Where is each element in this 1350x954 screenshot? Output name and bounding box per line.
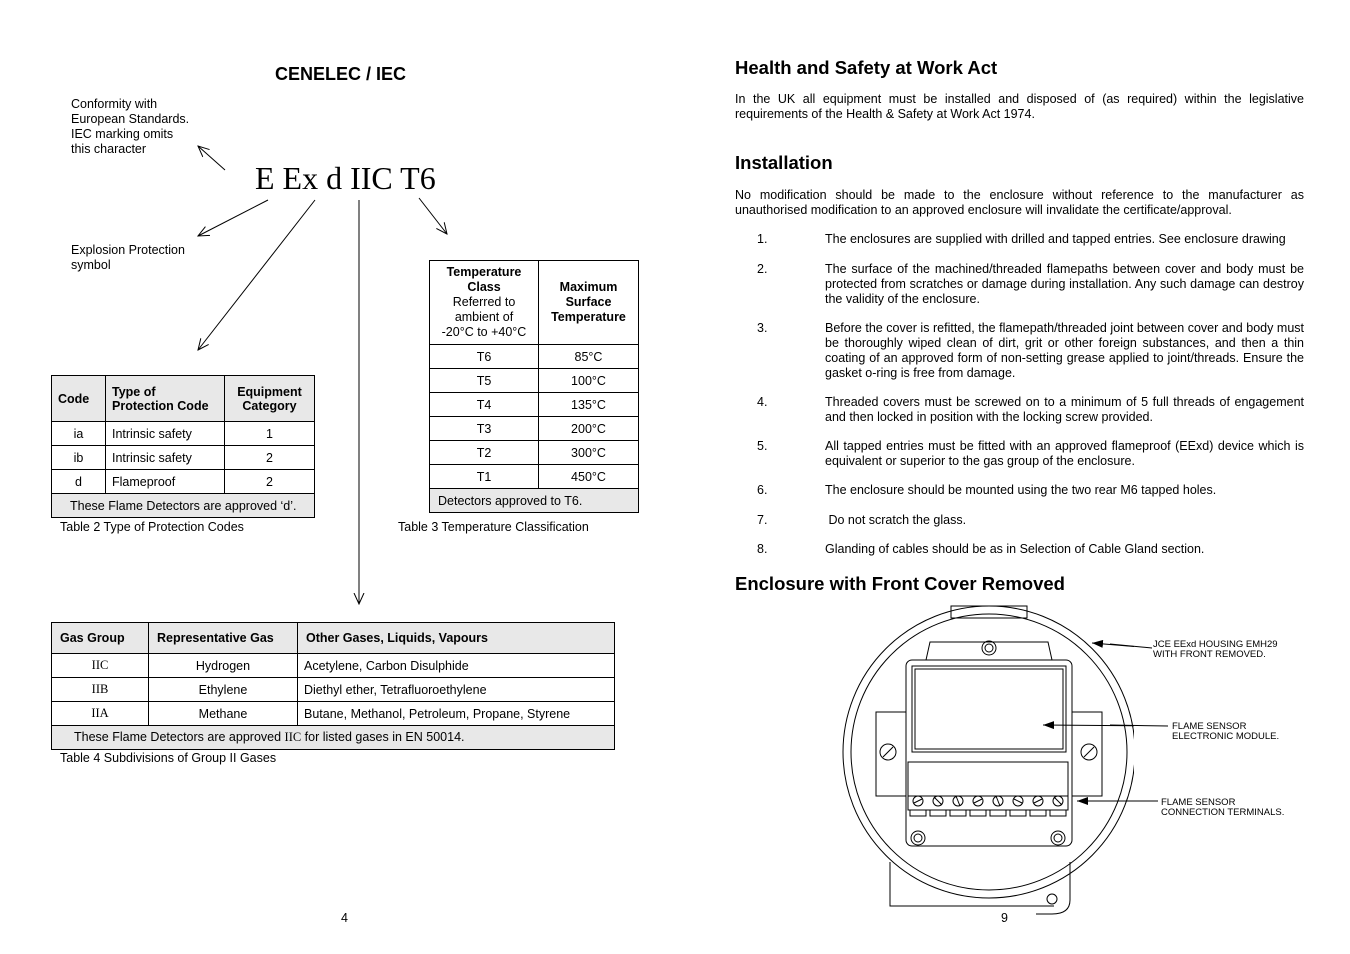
marking-code: E Ex d IIC T6	[255, 160, 436, 196]
table-row	[430, 417, 639, 441]
header-class-line: ambient of	[454, 310, 514, 324]
table-row	[430, 345, 639, 369]
section-title-enclosure: Enclosure with Front Cover Removed	[735, 573, 1065, 594]
cell: 2	[225, 446, 315, 470]
callout-line: FLAME SENSOR	[1172, 721, 1247, 732]
list-item-number: 6.	[757, 483, 768, 497]
col-header-code: Code	[52, 376, 106, 422]
cell: d	[52, 470, 106, 494]
installation-text: No modification should be made to the enclosure without reference to the manufacturer as unauthorised modification to an approved enclosure will invalidate the certificate/approval.	[735, 188, 1304, 217]
cell: IIA	[52, 702, 149, 726]
cell: Acetylene, Carbon Disulphide	[298, 654, 615, 678]
col-header-category: Equipment Category	[225, 376, 315, 422]
table-row	[52, 422, 315, 446]
arrow-conformity	[198, 146, 225, 170]
list-item-number: 4.	[757, 395, 768, 409]
table-row	[430, 441, 639, 465]
list-item-number: 3.	[757, 321, 768, 335]
list-item	[757, 542, 1304, 557]
conformity-note-line: IEC marking omits	[71, 127, 174, 141]
list-item	[757, 321, 1304, 381]
table-caption: Table 4 Subdivisions of Group II Gases	[60, 751, 277, 765]
section-title-health-safety: Health and Safety at Work Act	[735, 57, 998, 78]
table-row	[430, 369, 639, 393]
cell: Butane, Methanol, Petroleum, Propane, Styrene	[298, 702, 615, 726]
arrow-explosion	[198, 200, 268, 236]
cell: T3	[430, 417, 539, 441]
cell: T6	[430, 345, 539, 369]
cell: ib	[52, 446, 106, 470]
list-item-number: 2.	[757, 262, 768, 276]
callout-line: JCE EExd HOUSING EMH29	[1153, 639, 1278, 650]
health-safety-text: In the UK all equipment must be installed and disposed of (as required) within the legislative requirements of the Health & Safety at Work Act 1974.	[735, 92, 1304, 121]
table-row	[430, 465, 639, 489]
explosion-note-line: Explosion Protection	[71, 243, 185, 257]
col-header-representative-gas: Representative Gas	[149, 623, 298, 654]
list-item-text: The enclosures are supplied with drilled and tapped entries. See enclosure drawing	[825, 232, 1286, 246]
cell: 300°C	[539, 441, 639, 465]
table-row	[52, 702, 615, 726]
arrow-protection	[198, 200, 315, 350]
list-item	[757, 513, 1304, 528]
cell: T5	[430, 369, 539, 393]
list-item-text: All tapped entries must be fitted with an approved flameproof (EExd) device which is equivalent or superior to the gas group of the enclosure.	[825, 439, 1304, 468]
table-footer	[52, 726, 615, 750]
page-title-cenelec: CENELEC / IEC	[275, 64, 407, 84]
cell: Intrinsic safety	[106, 422, 225, 446]
table-footer: Detectors approved to T6.	[430, 489, 639, 513]
conformity-note-line: European Standards.	[71, 112, 190, 126]
cell: 135°C	[539, 393, 639, 417]
table-caption: Table 2 Type of Protection Codes	[60, 520, 244, 534]
col-header-temperature-class	[430, 261, 539, 345]
list-item	[757, 483, 1304, 498]
table-caption: Table 3 Temperature Classification	[398, 520, 589, 534]
col-header-max-surface: Maximum Surface Temperature	[539, 261, 639, 345]
footer-text: These Flame Detectors are approved	[74, 730, 285, 744]
callout-line: CONNECTION TERMINALS.	[1161, 807, 1285, 818]
cell: T2	[430, 441, 539, 465]
list-item-number: 5.	[757, 439, 768, 453]
footer-text: for listed gases in EN 50014.	[301, 730, 465, 744]
header-class-line: -20°C to +40°C	[441, 325, 527, 339]
list-item	[757, 439, 1304, 469]
list-item-text: The surface of the machined/threaded flamepaths between cover and body must be protected from scratches or damage during installation. Any such damage can destroy the validity of the enclosure.	[825, 262, 1304, 306]
page-number-right: 9	[1001, 911, 1008, 925]
table-footer: These Flame Detectors are approved ‘d’.	[52, 494, 315, 518]
header-class-bold: Temperature Class	[446, 265, 522, 294]
table-temperature-classes	[429, 260, 639, 513]
cell: T4	[430, 393, 539, 417]
table-row	[52, 678, 615, 702]
cell: 100°C	[539, 369, 639, 393]
table-protection-codes	[51, 375, 315, 518]
cell: 1	[225, 422, 315, 446]
cell: Diethyl ether, Tetrafluoroethylene	[298, 678, 615, 702]
section-title-installation: Installation	[735, 152, 833, 173]
table-gas-groups	[51, 622, 615, 750]
header-class-line: Referred to	[452, 295, 516, 309]
cell: 450°C	[539, 465, 639, 489]
list-item	[757, 262, 1304, 307]
cell: T1	[430, 465, 539, 489]
conformity-note-line: this character	[71, 142, 147, 156]
list-item-text: Threaded covers must be screwed on to a minimum of 5 full threads of engagement and then locked in position with the locking screw provided.	[825, 395, 1304, 424]
callout-terminals	[1161, 798, 1284, 818]
callout-lines	[1110, 640, 1170, 850]
cell: Flameproof	[106, 470, 225, 494]
callout-module	[1172, 722, 1279, 742]
list-item-text: Do not scratch the glass.	[825, 513, 967, 527]
callout-housing	[1153, 640, 1278, 660]
col-header-other-gases: Other Gases, Liquids, Vapours	[298, 623, 615, 654]
col-header-type: Type of Protection Code	[106, 376, 225, 422]
callout-line: WITH FRONT REMOVED.	[1153, 649, 1266, 660]
list-item-number: 8.	[757, 542, 768, 556]
col-header-gas-group: Gas Group	[52, 623, 149, 654]
list-item	[757, 232, 1304, 247]
list-item-text: The enclosure should be mounted using the two rear M6 tapped holes.	[825, 483, 1217, 497]
cell: IIC	[52, 654, 149, 678]
table-row	[52, 654, 615, 678]
conformity-note-line: Conformity with	[71, 97, 158, 111]
cell: 200°C	[539, 417, 639, 441]
list-item-text: Glanding of cables should be as in Selection of Cable Gland section.	[825, 542, 1205, 556]
cell: Intrinsic safety	[106, 446, 225, 470]
list-item-number: 7.	[757, 513, 768, 527]
cell: Hydrogen	[149, 654, 298, 678]
cell: Ethylene	[149, 678, 298, 702]
enclosure-drawing	[834, 600, 1134, 918]
table-row	[52, 470, 315, 494]
explosion-note-line: symbol	[71, 258, 111, 272]
page-number-left: 4	[341, 911, 348, 925]
table-row	[52, 446, 315, 470]
cell: 2	[225, 470, 315, 494]
arrow-temperature	[419, 198, 447, 234]
footer-gas-group: IIC	[284, 730, 302, 744]
cell: Methane	[149, 702, 298, 726]
cell: 85°C	[539, 345, 639, 369]
callout-line: FLAME SENSOR	[1161, 797, 1236, 808]
callout-line: ELECTRONIC MODULE.	[1172, 731, 1280, 742]
list-item-number: 1.	[757, 232, 768, 246]
cell: ia	[52, 422, 106, 446]
list-item-text: Before the cover is refitted, the flamepath/threaded joint between cover and body must be thoroughly wiped clean of dirt, grit or other foreign substances, and then a thin coating of an approved form of non-setting grease applied to joint/threads. Ensure the gasket o-ring is free from damage.	[825, 321, 1304, 380]
table-row	[430, 393, 639, 417]
list-item	[757, 395, 1304, 425]
cell: IIB	[52, 678, 149, 702]
